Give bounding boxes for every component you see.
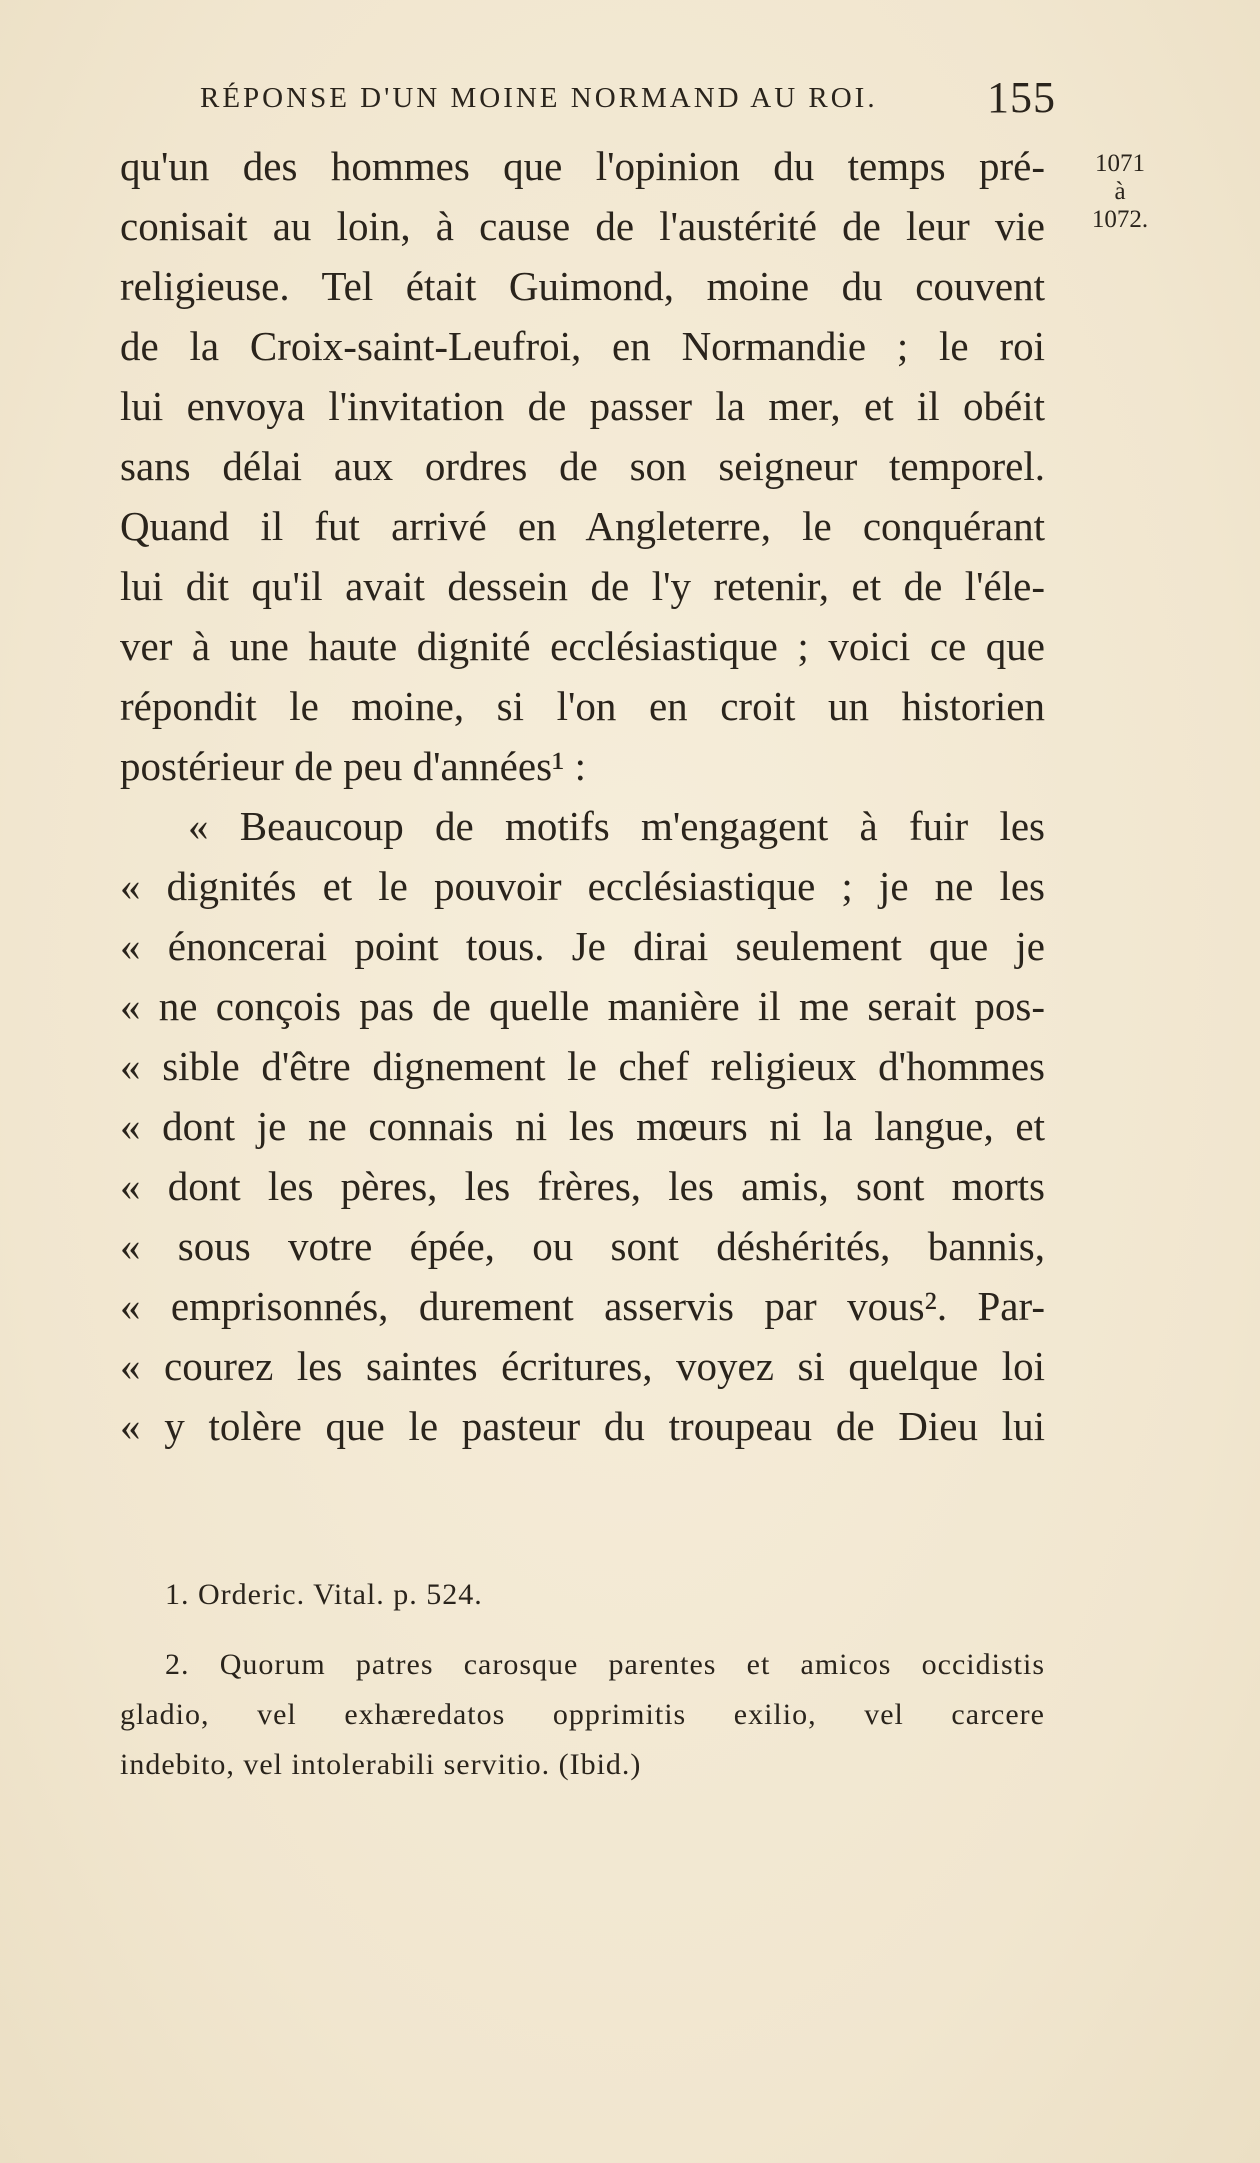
footnote-2-line: gladio, vel exhæredatos opprimitis exilio, vel carcere [120,1698,1045,1731]
body-line: de la Croix-saint-Leufroi, en Normandie ; le roi [120,323,1045,369]
page-number: 155 [987,73,1056,122]
quote-line: « sous votre épée, ou sont déshérités, bannis, [120,1223,1045,1269]
footnote-2-line [120,1640,1045,1690]
quote-line: « courez les saintes écritures, voyez si quelque loi [120,1343,1045,1389]
footnote-2-text: 2. Quorum patres carosque parentes et amicos occidistis [165,1648,1045,1681]
quote-line: « dignités et le pouvoir ecclésiastique ; je ne les [120,863,1045,909]
body-line: qu'un des hommes que l'opinion du temps pré- [120,143,1045,189]
body-line: ver à une haute dignité ecclésiastique ; voici ce que [120,623,1045,669]
margin-year-start: 1071 [1095,150,1145,177]
footnote-2-line: indebito, vel intolerabili servitio. (Ibid.) [120,1748,642,1781]
quote-line: « dont je ne connais ni les mœurs ni la langue, et [120,1103,1045,1149]
quote-line: « y tolère que le pasteur du troupeau de Dieu lui [120,1403,1045,1449]
quote-line: « sible d'être dignement le chef religieux d'hommes [120,1043,1045,1089]
body-line: répondit le moine, si l'on en croit un historien [120,683,1045,729]
body-line: lui envoya l'invitation de passer la mer, et il obéit [120,383,1045,429]
body-line: conisait au loin, à cause de l'austérité de leur vie [120,203,1045,249]
quote-line: « ne conçois pas de quelle manière il me serait pos- [120,983,1045,1029]
running-title: RÉPONSE D'UN MOINE NORMAND AU ROI. [200,82,878,114]
body-line: Quand il fut arrivé en Angleterre, le conquérant [120,503,1045,549]
body-line: postérieur de peu d'années¹ : [120,743,586,789]
footnote-1 [120,1570,1045,1620]
margin-date-note [1060,150,1180,234]
quote-line: « Beaucoup de motifs m'engagent à fuir les [188,803,1045,849]
running-head [200,72,1056,128]
margin-connector: à [1114,178,1126,205]
body-line: sans délai aux ordres de son seigneur temporel. [120,443,1045,489]
margin-year-end: 1072. [1091,206,1149,233]
quote-line: « énoncerai point tous. Je dirai seulement que je [120,923,1045,969]
footnote-1-text: 1. Orderic. Vital. p. 524. [165,1578,483,1611]
body-text [120,136,1045,1456]
footnotes [120,1570,1045,1790]
quote-line: « emprisonnés, durement asservis par vous². Par- [120,1283,1045,1329]
quote-line: « dont les pères, les frères, les amis, sont morts [120,1163,1045,1209]
body-line: religieuse. Tel était Guimond, moine du couvent [120,263,1045,309]
body-line: lui dit qu'il avait dessein de l'y retenir, et de l'éle- [120,563,1045,609]
